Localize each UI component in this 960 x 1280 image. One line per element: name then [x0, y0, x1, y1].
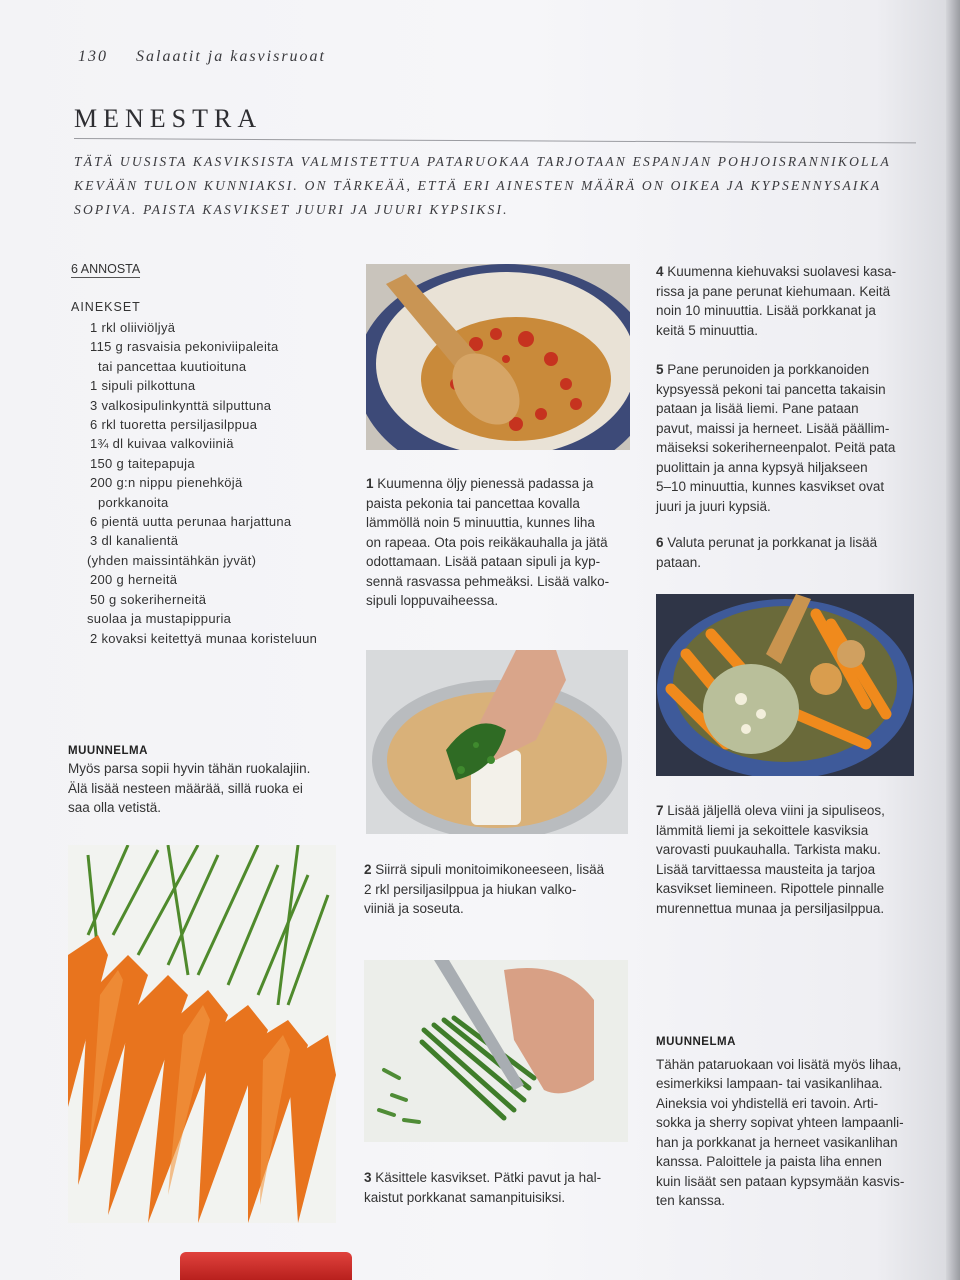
step-line: Siirrä sipuli monitoimikoneeseen, lisää: [375, 862, 605, 877]
variation-right: [656, 1033, 926, 1211]
page-number: 130: [78, 48, 108, 65]
step-line: rissa ja pane perunat kiehumaan. Keitä: [656, 283, 891, 299]
intro-line: SOPIVA. PAISTA KASVIKSET JUURI JA JUURI KYPSIKSI.: [74, 202, 509, 217]
step-2: [364, 860, 634, 919]
variation-line: ten kanssa.: [656, 1193, 726, 1208]
running-header: [78, 48, 348, 66]
step-line: murennettua munaa ja persiljasilppua.: [656, 900, 885, 916]
ingredient: tai pancettaa kuutioituna: [98, 358, 247, 374]
ingredient: 2 kovaksi keitettyä munaa koristeluun: [90, 630, 318, 646]
step-3: [364, 1168, 634, 1207]
intro-line: TÄTÄ UUSISTA KASVIKSISTA VALMISTETTUA PATARUOKAA TARJOTAAN ESPANJAN POHJOISRANNIKOLLA: [74, 154, 891, 169]
variation-line: saa olla vetistä.: [68, 800, 162, 815]
ingredient: 6 rkl tuoretta persiljasilppua: [90, 417, 258, 433]
step-line: paista pekonia tai pancettaa kovalla: [366, 495, 580, 511]
variation-line: kuin lisäät sen pataan kypsymään kasvis-: [656, 1173, 905, 1189]
step-line: noin 10 minuuttia. Lisää porkkanat ja: [656, 303, 876, 318]
variation-title: MUUNNELMA: [68, 745, 148, 757]
step-number: 2: [364, 862, 372, 877]
step-line: Lisää tarvittaessa mausteita ja tarjoa: [656, 861, 876, 877]
title-rule: [74, 138, 916, 143]
step-number: 4: [656, 264, 664, 279]
intro-line: KEVÄÄN TULON KUNNIAKSI. ON TÄRKEÄÄ, ETTÄ ERI AINESTEN MÄÄRÄ ON OIKEA JA KYPSENNYSAIKA: [74, 178, 882, 193]
variation-line: Aineksia voi yhdistellä eri tavoin. Arti-: [656, 1095, 879, 1111]
step-line: 2 rkl persiljasilppua ja hiukan valko-: [364, 881, 577, 897]
step-line: Valuta perunat ja porkkanat ja lisää: [667, 535, 878, 550]
step-line: mäiseksi sokeriherneenpalot. Peitä pata: [656, 440, 896, 455]
ingredient: 3 valkosipulinkynttä silputtuna: [90, 397, 272, 413]
ingredient: 1¾ dl kuivaa valkoviiniä: [90, 436, 234, 452]
ingredients-list: [87, 318, 318, 648]
step-number: 3: [364, 1170, 372, 1185]
step-7: [656, 801, 926, 918]
ingredient: 1 sipuli pilkottuna: [90, 378, 196, 394]
step-line: kypsyessä pekoni tai pancetta takaisin: [656, 381, 886, 397]
variation-line: sokka ja sherry sopivat yhteen lampaanli-: [656, 1115, 904, 1130]
step3-photo: [364, 960, 628, 1142]
step-line: lämmöllä noin 5 minuuttia, kunnes liha: [366, 515, 595, 530]
step-number: 6: [656, 535, 664, 550]
step-4: [656, 262, 926, 340]
step-line: Kuumenna öljy pienessä padassa ja: [377, 476, 594, 491]
step-line: on rapeaa. Ota pois reikäkauhalla ja jätä: [366, 534, 608, 550]
step-line: juuri ja juuri kypsiä.: [656, 498, 771, 514]
step-line: viiniä ja soseuta.: [364, 901, 464, 916]
step-line: Pane perunoiden ja porkkanoiden: [667, 362, 870, 377]
recipe-title: MENESTRA: [74, 104, 263, 133]
step-1: [366, 474, 636, 611]
ingredient: 6 pientä uutta perunaa harjattuna: [90, 514, 292, 530]
step1-photo: [366, 264, 630, 450]
step-line: pataan.: [656, 554, 702, 570]
step-line: Kuumenna kiehuvaksi suolavesi kasa-: [667, 264, 897, 279]
variation-line: Tähän pataruokaan voi lisätä myös lihaa,: [656, 1056, 902, 1072]
variation-line: Myös parsa sopii hyvin tähän ruokalajiin.: [68, 761, 311, 776]
step-number: 1: [366, 476, 374, 491]
ingredient: 115 g rasvaisia pekoniviipaleita: [90, 339, 279, 355]
variation-line: esimerkiksi lampaan- tai vasikanlihaa.: [656, 1076, 883, 1091]
step-6: [656, 533, 926, 572]
step2-photo: [366, 650, 628, 834]
step-line: puolittain ja anna kypsyä hiljakseen: [656, 459, 868, 475]
ingredient: suolaa ja mustapippuria: [87, 611, 232, 627]
step-line: varovasti puukauhalla. Tarkista maku.: [656, 842, 881, 857]
ingredient: 150 g taitepapuja: [90, 455, 195, 471]
step-number: 5: [656, 362, 664, 377]
step-line: lämmitä liemi ja sekoittele kasviksia: [656, 822, 869, 838]
variation-line: Älä lisää nesteen määrää, sillä ruoka ei: [68, 780, 303, 796]
red-marker-object: [180, 1252, 352, 1280]
step-line: kasvikset liemineen. Ripottele pinnalle: [656, 881, 885, 896]
ingredient: porkkanoita: [98, 494, 169, 510]
step-line: keitä 5 minuuttia.: [656, 322, 759, 338]
ingredients-heading: AINEKSET: [71, 300, 141, 314]
variation-text: [68, 759, 348, 818]
variation-line: han ja porkkanat ja herneet vasikanlihan: [656, 1134, 898, 1150]
ingredient: 200 g:n nippu pienehköjä: [90, 475, 243, 491]
ingredient: 200 g herneitä: [90, 572, 178, 588]
page-edge: [946, 0, 960, 1280]
variation-left: [68, 745, 348, 818]
section-title: Salaatit ja kasvisruoat: [136, 48, 326, 65]
ingredient: 1 rkl oliiviöljyä: [90, 320, 176, 335]
step-line: 5–10 minuuttia, kunnes kasvikset ovat: [656, 479, 885, 494]
ingredient: 3 dl kanalientä: [90, 533, 179, 549]
step-line: Käsittele kasvikset. Pätki pavut ja hal-: [375, 1170, 602, 1185]
step-line: pataan ja lisää liemi. Pane pataan: [656, 401, 859, 416]
step-line: Lisää jäljellä oleva viini ja sipuliseos,: [667, 803, 885, 818]
step-line: sipuli loppuvaiheessa.: [366, 593, 499, 608]
carrots-photo: [68, 845, 336, 1223]
step-5: [656, 360, 926, 516]
variation-title: MUUNNELMA: [656, 1036, 736, 1048]
variation-line: kanssa. Paloittele ja paista liha ennen: [656, 1154, 882, 1169]
servings: 6 ANNOSTA: [71, 262, 141, 276]
step-line: kaistut porkkanat samanpituisiksi.: [364, 1189, 566, 1205]
step-line: pavut, maissi ja herneet. Lisää päällim-: [656, 420, 890, 436]
step-line: sennä rasvassa pehmeäksi. Lisää valko-: [366, 573, 610, 589]
step-number: 7: [656, 803, 664, 818]
ingredient: 50 g sokeriherneitä: [90, 591, 207, 607]
step7-photo: [656, 594, 914, 776]
recipe-intro: [74, 150, 914, 222]
ingredient: (yhden maissintähkän jyvät): [87, 552, 257, 568]
step-line: odottamaan. Lisää pataan sipuli ja kyp-: [366, 554, 601, 569]
